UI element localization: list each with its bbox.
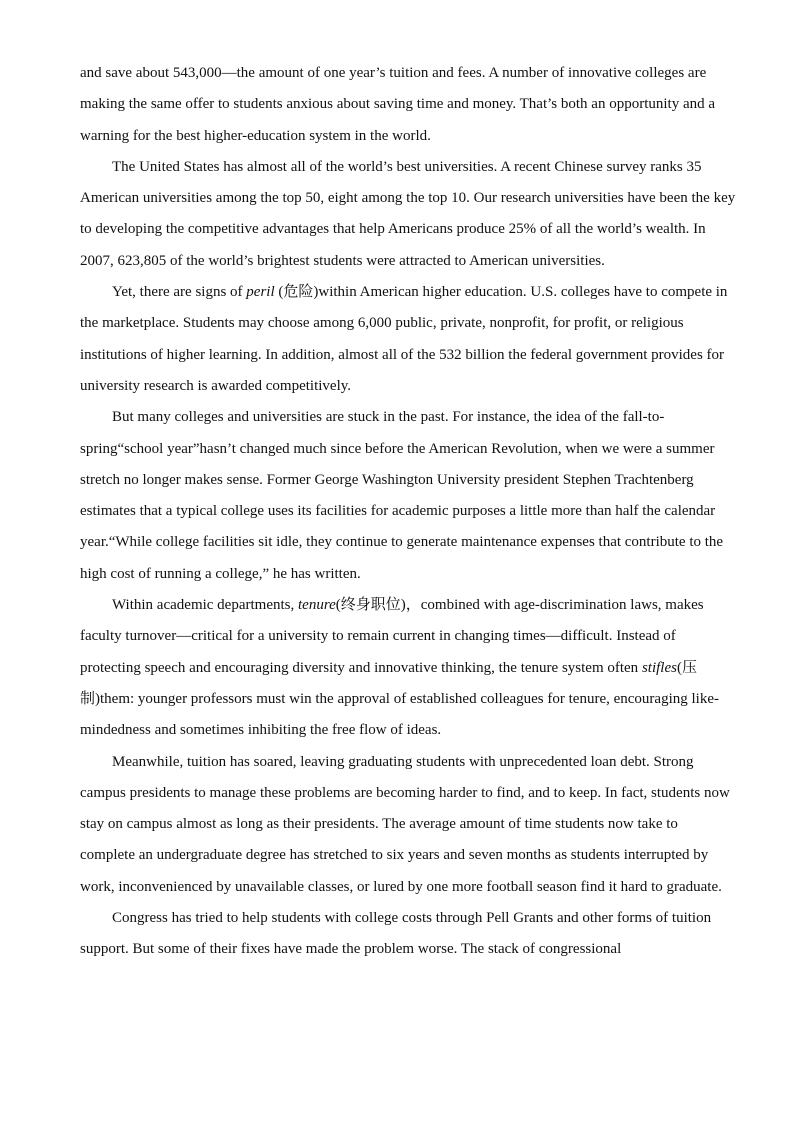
paragraph-4 xyxy=(80,402,736,590)
italic-term-peril: peril xyxy=(246,284,275,301)
paragraph-text: and save about 543,000—the amount of one year’s tuition and fees. A number of innovative colleges are making the same offer to students anxious about saving time and money. That’s both an opportunity and a warning for the best higher-education system in the world. xyxy=(80,65,716,144)
paragraph-text: (危险)within American higher education. U.S. colleges have to compete in the marketplace. Students may choose among 6,000 public, private, nonprofit, for profit, or religious institutions of higher learning. In addition, almost all of the 532 billion the federal government provides for university research is awarded competitively. xyxy=(80,284,728,394)
italic-term-stifles: stifles xyxy=(641,659,677,676)
paragraph-2 xyxy=(80,152,736,277)
paragraph-text: The United States has almost all of the world’s best universities. A recent Chinese survey ranks 35 American universities among the top 50, eight among the top 10. Our research universities have been the key to developing the competitive advantages that help Americans produce 25% of all the world’s wealth. In 2007, 623,805 of the world’s brightest students were attracted to American universities. xyxy=(80,158,736,269)
paragraph-text: Yet, there are signs of xyxy=(112,284,247,301)
paragraph-1 xyxy=(80,58,736,152)
paragraph-3 xyxy=(80,277,736,402)
paragraph-text: (压制)them: younger professors must win the approval of established colleagues for tenure, encouraging like-mindedness and sometimes inhibiting the free flow of ideas. xyxy=(80,659,719,739)
paragraph-text: But many colleges and universities are stuck in the past. For instance, the idea of the fall-to-spring“school year”hasn’t changed much since before the American Revolution, when we were a summer stretch no longer makes sense. Former George Washington University president Stephen Trachtenberg estimates that a typical college uses its facilities for academic purposes a little more than half the calendar year.“While college facilities sit idle, they continue to generate maintenance expenses that contribute to the high cost of running a college,” he has written. xyxy=(80,409,724,582)
paragraph-5 xyxy=(80,590,736,746)
paragraph-text: Meanwhile, tuition has soared, leaving graduating students with unprecedented loan debt. Strong campus presidents to manage these problems are becoming harder to find, and to keep. In fact, students now stay on campus almost as long as their presidents. The average amount of time students now take to complete an undergraduate degree has stretched to six years and seven months as students interrupted by work, inconvenienced by unavailable classes, or lured by one more football season find it hard to graduate. xyxy=(80,753,730,895)
document-page xyxy=(80,58,736,966)
paragraph-7 xyxy=(80,903,736,966)
paragraph-text: Within academic departments, xyxy=(112,597,298,614)
paragraph-text: Congress has tried to help students with college costs through Pell Grants and other forms of tuition support. But some of their fixes have made the problem worse. The stack of congressional xyxy=(80,910,712,958)
paragraph-6 xyxy=(80,747,736,903)
italic-term-tenure: tenure xyxy=(298,597,336,614)
paragraph-text: (终身职位)，combined with age-discrimination laws, makes faculty turnover—critical for a university to remain current in changing times—difficult. Instead of protecting speech and encouraging diversity and innovative thinking, the tenure system often xyxy=(80,597,704,676)
